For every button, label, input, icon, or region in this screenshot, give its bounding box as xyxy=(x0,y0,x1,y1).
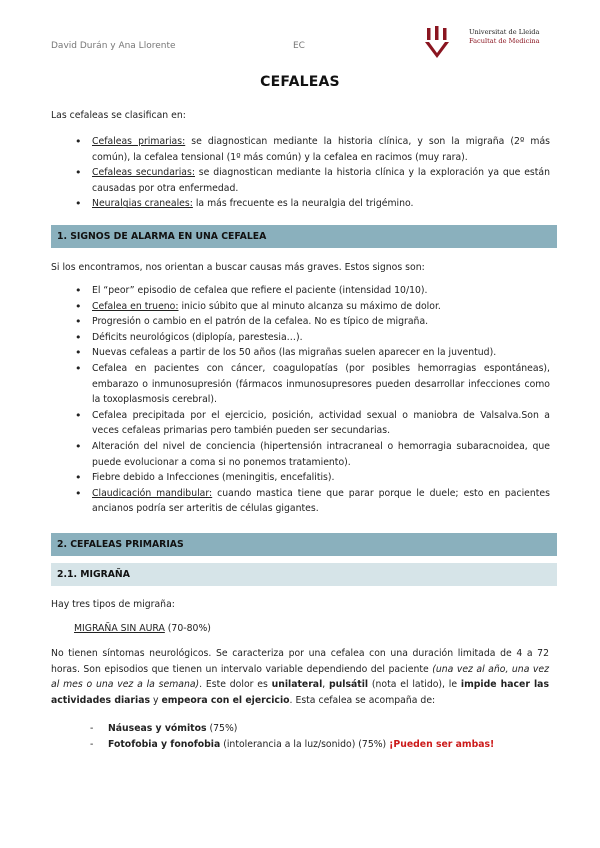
list-item-term: Neuralgias craneales: xyxy=(92,198,193,210)
list-item-term: Cefaleas secundarias: xyxy=(92,167,195,179)
section-2-1-heading: 2.1. MIGRAÑA xyxy=(51,563,557,586)
list-item-term: Cefaleas primarias: xyxy=(92,136,186,147)
logo-line-2: Facultat de Medicina xyxy=(469,36,540,45)
intro-text: Las cefaleas se clasifican en: xyxy=(51,110,186,121)
symptom-detail: (intolerancia a la luz/sonido) (75%) xyxy=(220,739,390,750)
list-item xyxy=(92,283,550,299)
list-item-term: Cefalea en trueno: xyxy=(92,300,179,312)
list-item-text: Progresión o cambio en el patrón de la cefalea. No es típico de migraña. xyxy=(92,316,429,328)
migraine-type-pct: (70-80%) xyxy=(164,623,211,634)
university-crest-icon xyxy=(423,26,463,60)
alert-note: ¡Pueden ser ambas! xyxy=(389,739,495,750)
list-item-text: El “peor” episodio de cefalea que refiere el paciente (intensidad 10/10). xyxy=(92,285,428,296)
section-1-intro: Si los encontramos, nos orientan a buscar causas más graves. Estos signos son: xyxy=(51,262,425,273)
header-authors: David Durán y Ana Llorente xyxy=(51,41,176,51)
university-logo xyxy=(423,26,553,60)
list-item-text: se diagnostican mediante la historia clínica, y son la migraña (2º más común), la cefalea tensional (1º más común) y la cefalea en racimos (muy rara). xyxy=(92,136,550,163)
page-title: CEFALEAS xyxy=(260,74,340,90)
migraine-type-title xyxy=(74,621,549,637)
list-item xyxy=(92,361,550,408)
list-item xyxy=(92,196,550,212)
list-item-text: Nuevas cefaleas a partir de los 50 años (las migrañas suelen aparecer en la juventud). xyxy=(92,347,497,359)
list-item-text: Cefalea precipitada por el ejercicio, posición, actividad sexual o maniobra de Valsalva.Son a veces cefaleas primarias pero también pueden ser secundarias. xyxy=(92,409,550,437)
list-item-text: Alteración del nivel de conciencia (hipertensión intracraneal o hemorragia subaracnoidea, que puede evolucionar a coma si no ponemos tratamiento). xyxy=(92,440,550,468)
list-item-text: se diagnostican mediante la historia clínica y la exploración ya que están causadas por otra enfermedad. xyxy=(92,167,550,194)
list-item-text: la más frecuente es la neuralgia del trigémino. xyxy=(192,198,414,210)
list-item-text: inicio súbito que al minuto alcanza su máximo de dolor. xyxy=(178,300,441,312)
symptom-name: Náuseas y vómitos xyxy=(108,723,207,734)
migraine-description: No tienen síntomas neurológicos. Se caracteriza por una cefalea con una duración limitada de 4 a 72 horas. Son episodios que tienen un intervalo variable dependiendo del paciente (una vez al año, una vez al mes o una vez a la semana). Este dolor es unilateral, pulsátil (nota el latido), le impide hacer las actividades diarias y empeora con el ejercicio. Esta cefalea se acompaña de: xyxy=(51,648,549,706)
list-item xyxy=(92,408,550,439)
section-1-heading: 1. SIGNOS DE ALARMA EN UNA CEFALEA xyxy=(51,225,557,248)
list-item-text: Fiebre debido a Infecciones (meningitis, encefalitis). xyxy=(92,472,335,484)
list-item-text: Cefalea en pacientes con cáncer, coagulopatías (por posibles hemorragias espontáneas), embarazo o inmunosupresión (fármacos inmunosupresores pueden desarrollar infecciones como la toxoplasmosis cerebral). xyxy=(92,362,550,406)
list-item xyxy=(92,486,550,517)
logo-line-1: Universitat de Lleida xyxy=(469,28,540,36)
list-item xyxy=(92,330,550,346)
migraine-types-intro: Hay tres tipos de migraña: xyxy=(51,599,175,610)
migraine-type-name: MIGRAÑA SIN AURA xyxy=(74,623,165,634)
symptom-detail: (75%) xyxy=(206,723,238,734)
list-item xyxy=(92,345,550,361)
alarm-signs-list xyxy=(92,283,550,517)
list-item xyxy=(92,165,550,196)
list-item-term: Claudicación mandibular: xyxy=(92,487,213,499)
section-2-heading: 2. CEFALEAS PRIMARIAS xyxy=(51,533,557,556)
symptom-name: Fotofobia y fonofobia xyxy=(108,739,221,750)
list-item xyxy=(92,299,550,315)
header-section: EC xyxy=(293,41,305,51)
list-item-text: cuando mastica tiene que parar porque le duele; esto en pacientes ancianos podría ser arteritis de células gigantes. xyxy=(92,487,550,515)
list-item xyxy=(92,134,550,165)
classification-list xyxy=(92,134,550,212)
list-item-text: Déficits neurológicos (diplopía, parestesia…). xyxy=(92,331,303,343)
list-item xyxy=(92,439,550,470)
list-item xyxy=(92,314,550,330)
list-item xyxy=(92,470,550,486)
